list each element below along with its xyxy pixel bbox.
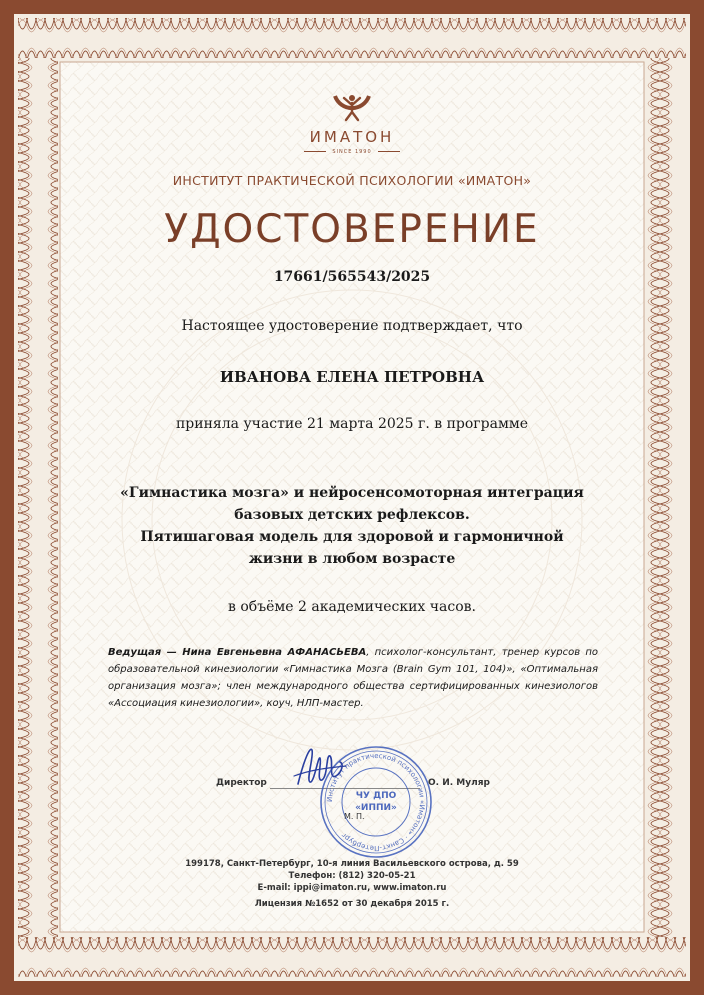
participation-text: приняла участие 21 марта 2025 г. в программе [175,416,529,432]
stamp-ring-text: Институт практической психологии «Иматон» · Санкт-Петербург [325,751,427,853]
director-label: Директор [216,778,267,788]
program-line: базовых детских рефлексов. [234,507,470,523]
seal-placeholder: М. П. [344,812,365,821]
page-title: УДОСТОВЕРЕНИЕ [164,207,540,252]
since-text: SINCE 1990 [332,149,372,155]
program-title [100,482,604,570]
phone-line: Телефон: (812) 320-05-21 [288,871,416,881]
stamp-center-line2: «ИППИ» [355,803,397,813]
lead-label: Ведущая — Нина Евгеньевна АФАНАСЬЕВА [108,647,367,658]
since-line [0,149,704,155]
program-line: жизни в любом возрасте [248,551,456,567]
hours-text: в объёме 2 академических часов. [228,599,476,615]
institute-name: ИНСТИТУТ ПРАКТИЧЕСКОЙ ПСИХОЛОГИИ «ИМАТОН» [172,173,532,188]
program-line: «Гимнастика мозга» и нейросенсомоторная интеграция [120,485,584,501]
certificate-number: 17661/565543/2025 [273,269,431,285]
address-line: 199178, Санкт-Петербург, 10-я линия Васильевского острова, д. 59 [185,859,519,869]
stamp-center-line1: ЧУ ДПО [355,791,397,801]
lead-text: , психолог-консультант, тренер курсов по образовательной кинезиологии «Гимнастика Мозга (Brain Gym 101, 104)», «Оптимальная организация мозга»; член международного общества сертифицированных кинезиологов «Ассоциация кинезиологии», коуч, НЛП-мастер. [108,647,598,709]
recipient-name: ИВАНОВА ЕЛЕНА ПЕТРОВНА [219,368,485,386]
brand-name: ИМАТОН [309,128,395,146]
director-name: О. И. Муляр [428,778,490,788]
director-signature [290,740,350,798]
program-line: Пятишаговая модель для здоровой и гармоничной [140,529,564,545]
email-line: E-mail: ippi@imaton.ru, www.imaton.ru [257,883,447,893]
lead-description [108,644,598,712]
license-line: Лицензия №1652 от 30 декабря 2015 г. [254,899,450,909]
confirm-text: Настоящее удостоверение подтверждает, что [181,318,523,334]
imaton-logo-icon [331,88,373,126]
